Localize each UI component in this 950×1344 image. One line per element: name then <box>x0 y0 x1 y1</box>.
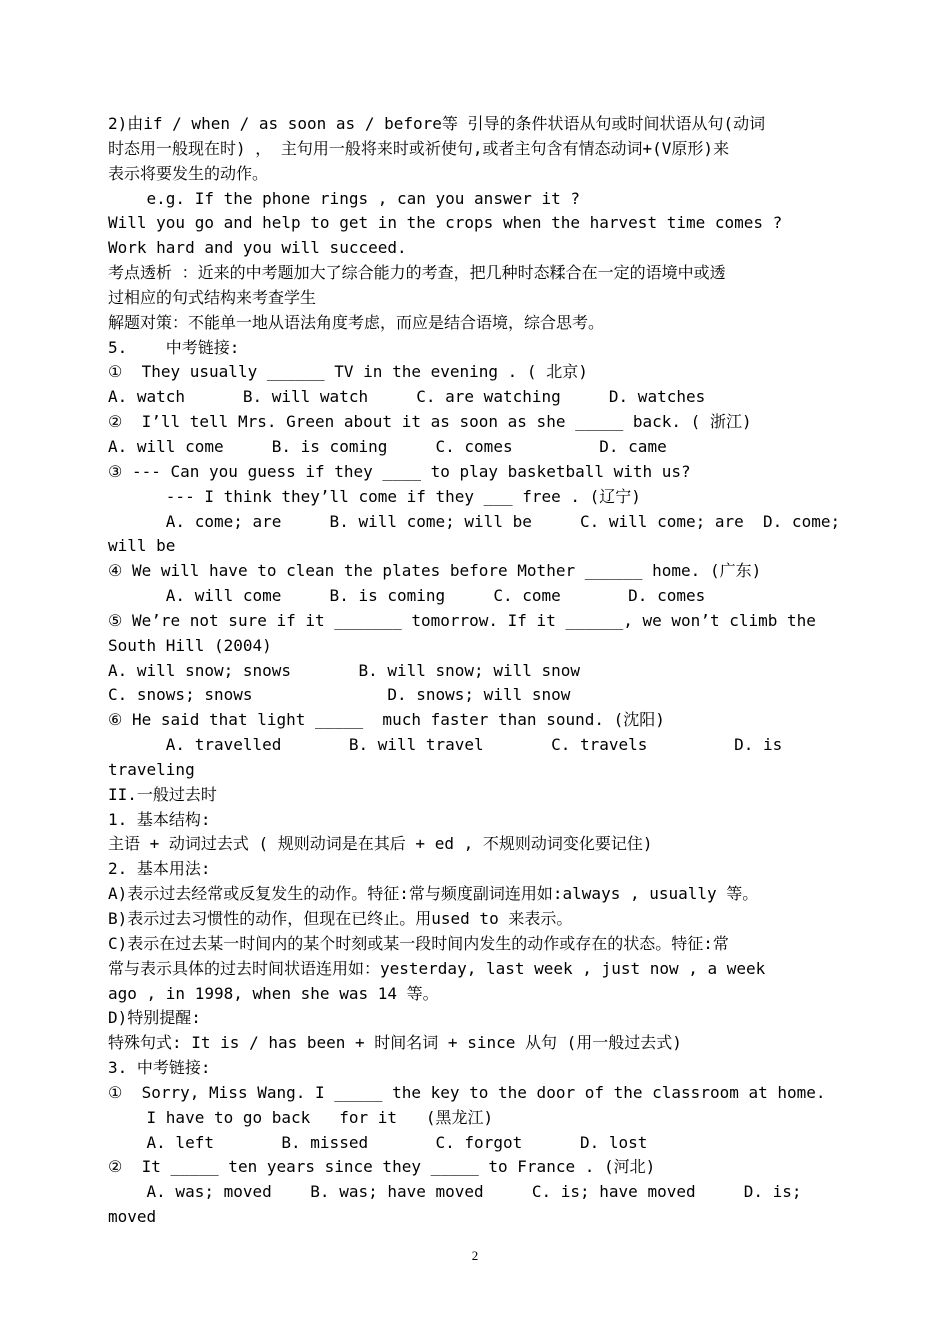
text-line: A. left B. missed C. forgot D. lost <box>108 1132 648 1152</box>
text-line: A. watch B. will watch C. are watching D. watches <box>108 387 706 407</box>
text-line: e.g. If the phone rings , can you answer it ? <box>108 188 581 208</box>
text-line: C)表示在过去某一时间内的某个时刻或某一段时间内发生的动作或存在的状态。特征:常 <box>108 933 729 953</box>
text-line: I have to go back for it (黑龙江) <box>108 1107 494 1127</box>
text-line: 表示将要发生的动作。 <box>108 163 269 183</box>
text-line: ① Sorry, Miss Wang. I _____ the key to the door of the classroom at home. <box>108 1082 826 1102</box>
text-line: ① They usually ______ TV in the evening . ( 北京) <box>108 362 588 382</box>
text-line: ⑥ He said that light _____ much faster than sound. (沈阳) <box>108 710 665 730</box>
text-line: traveling <box>108 759 195 779</box>
text-line: 考点透析 ：近来的中考题加大了综合能力的考查，把几种时态糅合在一定的语境中或透 <box>108 263 726 283</box>
text-line: 2)由if / when / as soon as / before等 引导的条件状语从句或时间状语从句(动词 <box>108 114 766 133</box>
text-line: --- I think they’ll come if they ___ free . (辽宁) <box>108 486 641 506</box>
text-line: C. snows; snows D. snows; will snow <box>108 685 571 705</box>
text-line: 主语 + 动词过去式 ( 规则动词是在其后 + ed , 不规则动词变化要记住) <box>108 834 653 854</box>
text-line: Work hard and you will succeed. <box>108 238 407 258</box>
text-line: 5. 中考链接: <box>108 337 240 357</box>
text-line: 1. 基本结构: <box>108 809 211 829</box>
text-line: A. come; are B. will come; will be C. will come; are D. come; <box>108 511 841 531</box>
text-line: ② It _____ ten years since they _____ to France . (河北) <box>108 1157 656 1177</box>
text-line: A)表示过去经常或反复发生的动作。特征:常与频度副词连用如:always , usually 等。 <box>108 884 759 904</box>
text-line: A. was; moved B. was; have moved C. is; have moved D. is; <box>108 1182 802 1202</box>
text-line: 特殊句式: It is / has been + 时间名词 + since 从句 (用一般过去式) <box>108 1033 682 1053</box>
text-line: Will you go and help to get in the crops when the harvest time comes ? <box>108 213 783 233</box>
text-line: ④ We will have to clean the plates before Mother ______ home. (广东) <box>108 561 762 581</box>
text-line: 时态用一般现在时) ， 主句用一般将来时或祈使句,或者主句含有情态动词+(V原形)来 <box>108 138 730 158</box>
text-line: moved <box>108 1207 157 1227</box>
text-line: 2. 基本用法: <box>108 859 211 879</box>
text-line: ago , in 1998, when she was 14 等。 <box>108 983 439 1003</box>
text-line: A. will snow; snows B. will snow; will snow <box>108 660 581 680</box>
text-line: II.一般过去时 <box>108 784 217 804</box>
page-number: 2 <box>471 1248 479 1263</box>
text-line: 解题对策：不能单一地从语法角度考虑，而应是结合语境，综合思考。 <box>108 312 605 332</box>
text-line: ⑤ We’re not sure if it _______ tomorrow. If it ______, we won’t climb the <box>108 610 816 630</box>
text-line: South Hill (2004) <box>108 635 272 655</box>
text-line: will be <box>108 536 176 556</box>
text-line: D)特别提醒: <box>108 1008 201 1028</box>
text-line: 过相应的句式结构来考查学生 <box>108 287 317 307</box>
text-line: B)表示过去习惯性的动作，但现在已终止。用used to 来表示。 <box>108 909 573 928</box>
page-text <box>108 112 844 1230</box>
text-line: A. will come B. is coming C. comes D. came <box>108 436 667 456</box>
text-line: A. will come B. is coming C. come D. comes <box>108 586 706 606</box>
text-line: ② I’ll tell Mrs. Green about it as soon as she _____ back. ( 浙江) <box>108 412 752 432</box>
text-line: 3. 中考链接: <box>108 1058 211 1078</box>
text-line: A. travelled B. will travel C. travels D. is <box>108 735 783 755</box>
text-line: 常与表示具体的过去时间状语连用如：yesterday, last week , just now , a week <box>108 958 766 978</box>
text-line: ③ --- Can you guess if they ____ to play basketball with us? <box>108 461 691 481</box>
